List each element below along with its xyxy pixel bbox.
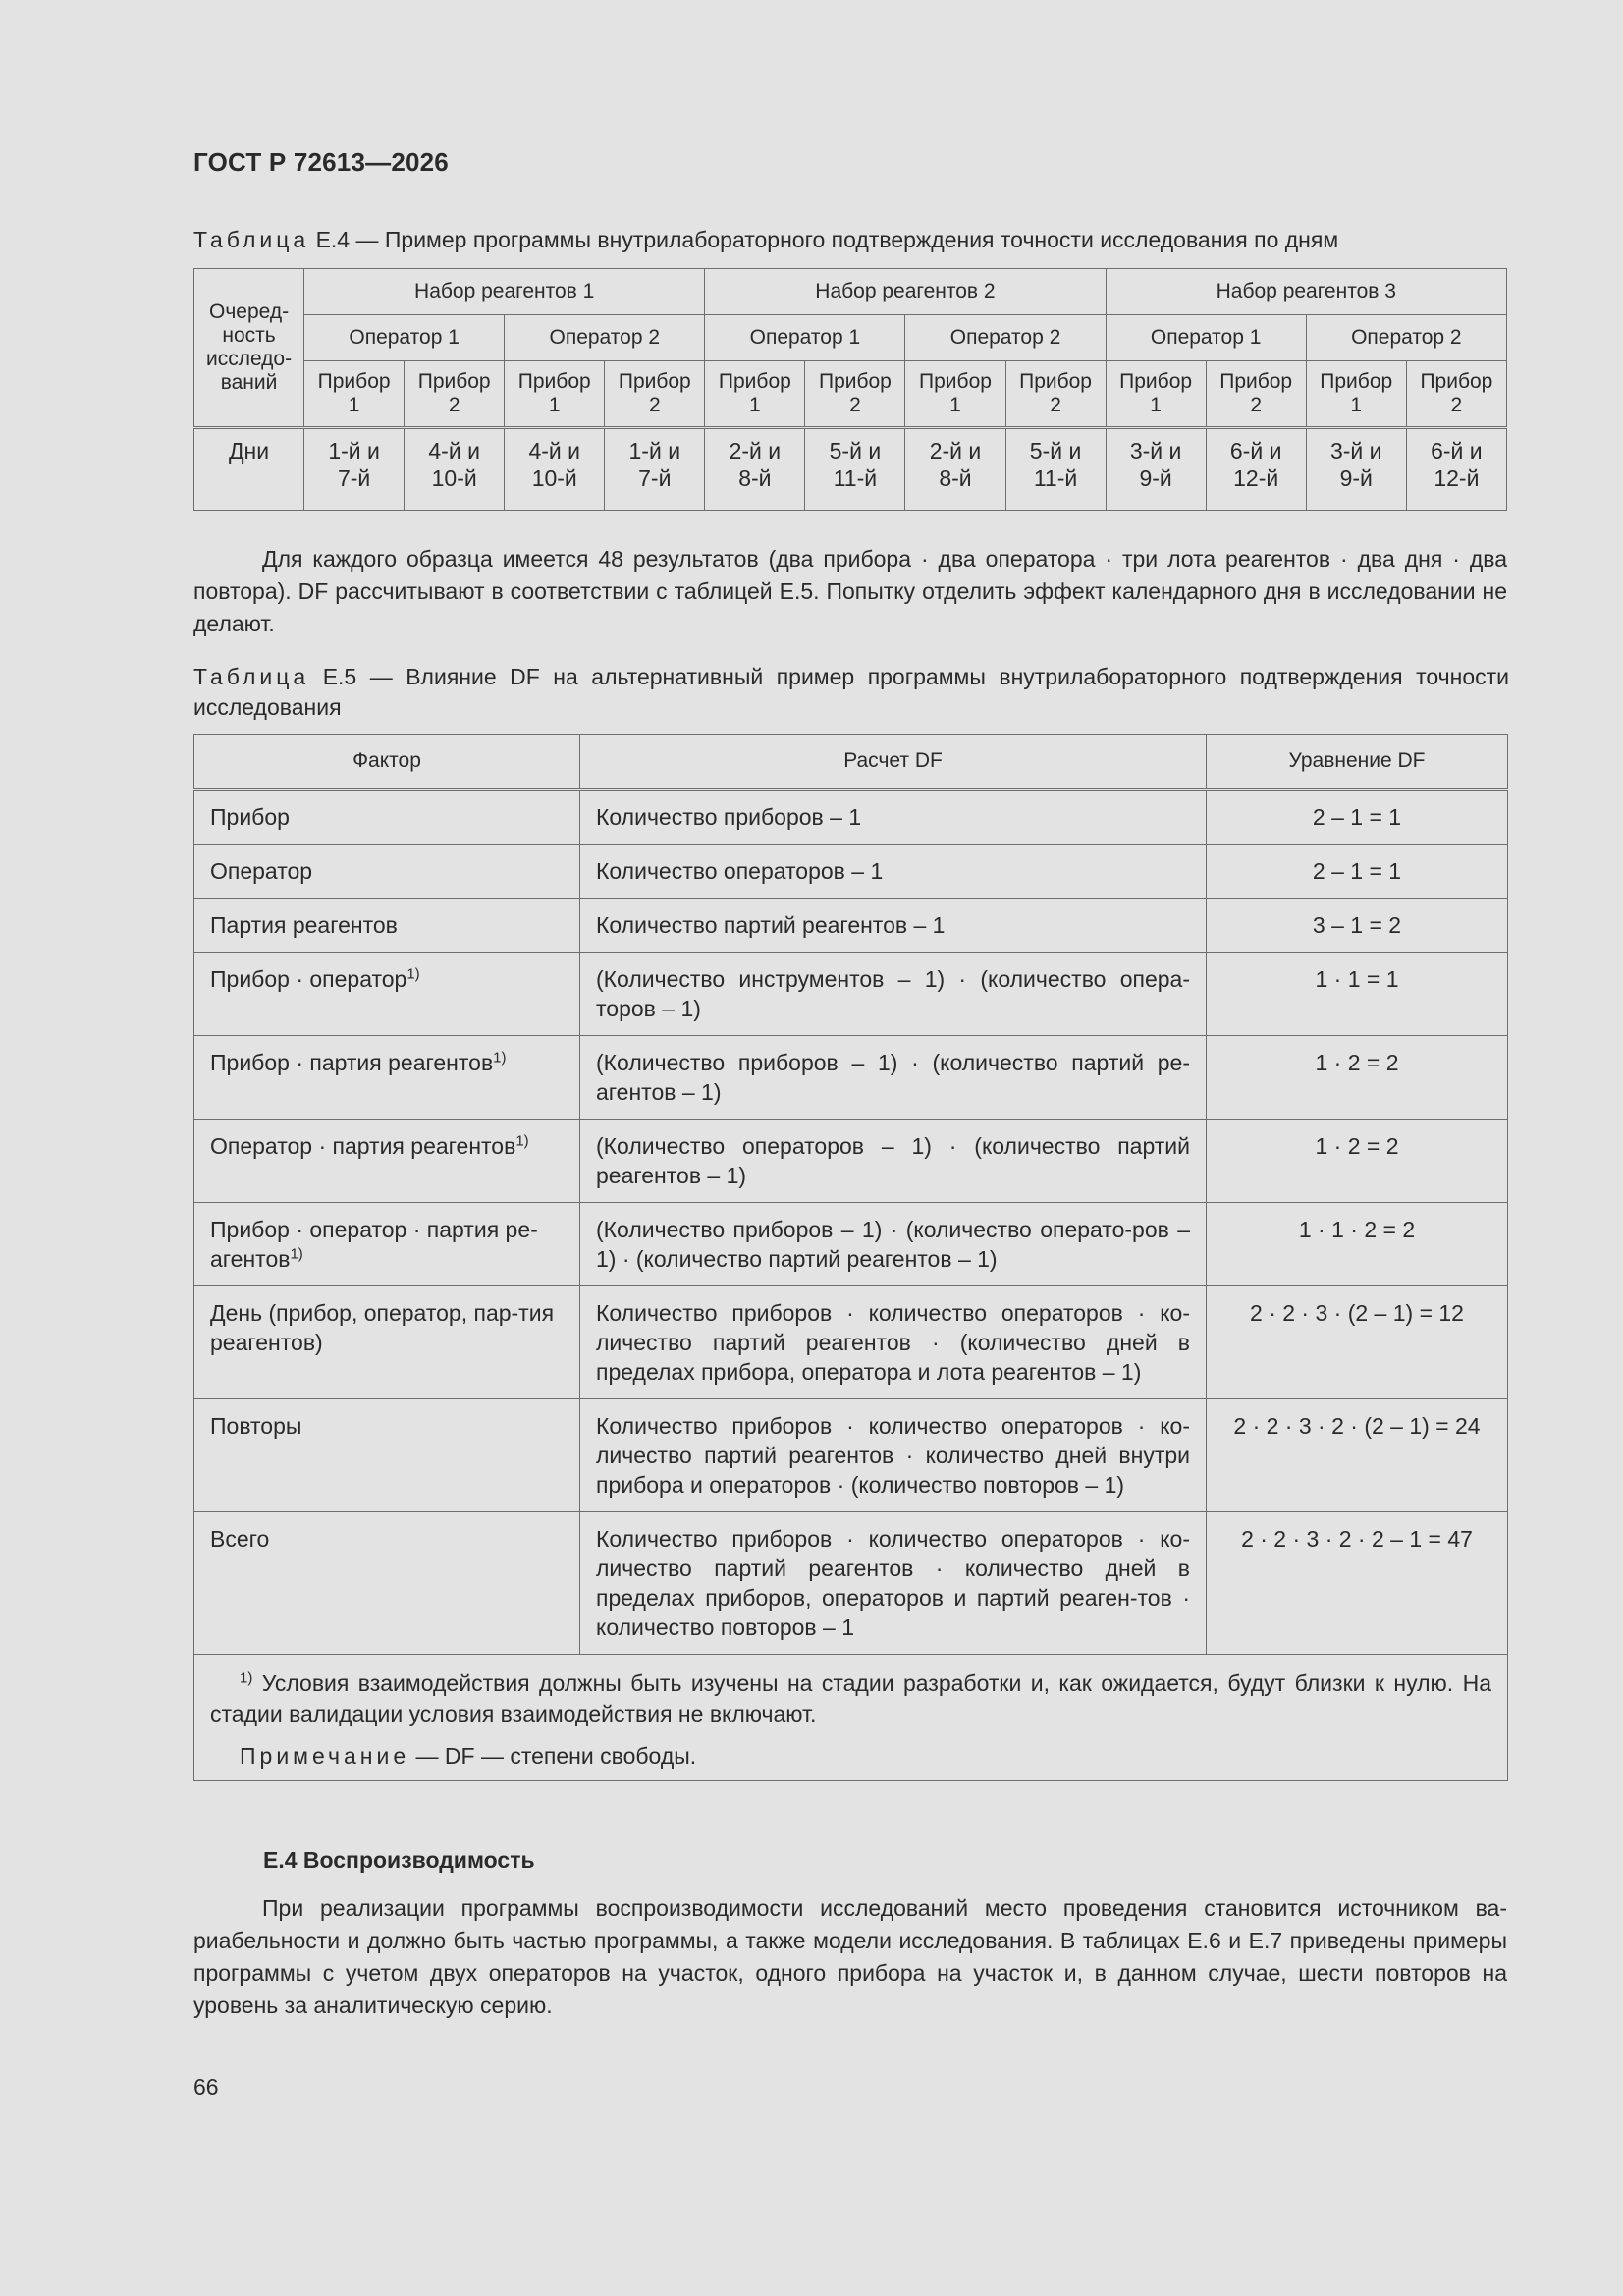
footnote-ref: 1) (406, 965, 420, 983)
factor-text: Прибор · оператор · партия ре-агентов (210, 1217, 538, 1272)
device-header (304, 361, 405, 428)
device-number: 1 (548, 394, 561, 416)
operator-header: Оператор 1 (1106, 315, 1306, 361)
operator-header: Оператор 2 (1306, 315, 1506, 361)
day-line: 2-й и (729, 438, 782, 464)
day-line: 2-й и (929, 438, 982, 464)
device-label: Прибор (317, 370, 391, 393)
page-number: 66 (193, 2074, 219, 2100)
factor-text: Повторы (210, 1413, 302, 1439)
day-line: 4-й и (528, 438, 580, 464)
table-row (194, 1036, 1508, 1120)
note-text: — DF — степени свободы. (409, 1743, 697, 1769)
day-line: 8-й (939, 465, 972, 491)
device-label: Прибор (618, 370, 691, 393)
footnote-ref: 1) (290, 1245, 303, 1263)
calc-cell: Количество партий реагентов – 1 (580, 899, 1207, 953)
device-header (1306, 361, 1406, 428)
equation-cell: 2 – 1 = 1 (1207, 790, 1508, 845)
calc-cell: (Количество операторов – 1) · (количество партий реагентов – 1) (580, 1120, 1207, 1203)
day-line: 10-й (431, 465, 477, 491)
device-label: Прибор (1320, 370, 1393, 393)
factor-text: Всего (210, 1526, 270, 1552)
equation-cell: 1 · 1 · 2 = 2 (1207, 1203, 1508, 1286)
day-line: 9-й (1339, 465, 1373, 491)
factor-cell (194, 1036, 580, 1120)
table-row (194, 790, 1508, 845)
day-line: 12-й (1233, 465, 1279, 491)
footnote-ref: 1) (515, 1132, 529, 1150)
equation-cell: 2 · 2 · 3 · 2 · (2 – 1) = 24 (1207, 1399, 1508, 1512)
document-header: ГОСТ Р 72613—2026 (193, 147, 449, 177)
table-e5-caption (193, 662, 1509, 723)
device-header (905, 361, 1005, 428)
table-row (194, 1399, 1508, 1512)
device-label: Прибор (517, 370, 591, 393)
table-row (194, 1120, 1508, 1203)
day-line: 8-й (738, 465, 772, 491)
factor-text: День (прибор, оператор, пар-тия реагентов) (210, 1300, 555, 1355)
day-cell (605, 428, 705, 511)
factor-text: Партия реагентов (210, 912, 398, 938)
footnote-mark: 1) (240, 1669, 253, 1687)
table-row (194, 1512, 1508, 1655)
column-header: Фактор (194, 735, 580, 790)
day-line: 7-й (638, 465, 672, 491)
table-row (194, 845, 1508, 899)
day-line: 5-й и (1029, 438, 1082, 464)
device-label: Прибор (919, 370, 992, 393)
day-line: 1-й и (328, 438, 380, 464)
factor-cell (194, 845, 580, 899)
device-number: 1 (348, 394, 360, 416)
calc-cell: Количество приборов · количество операторов · ко-личество партий реагентов · (количество дней в пределах прибора, оператора и лота реагентов – 1) (580, 1286, 1207, 1399)
factor-cell (194, 953, 580, 1036)
day-line: 7-й (337, 465, 371, 491)
day-cell (905, 428, 1005, 511)
day-line: 11-й (833, 465, 878, 491)
device-label: Прибор (417, 370, 491, 393)
column-header: Расчет DF (580, 735, 1207, 790)
table-note (210, 1741, 1491, 1771)
table-e5 (193, 734, 1508, 1781)
caption-text: Е.4 — Пример программы внутрилабораторного подтверждения точности исследования по дням (309, 227, 1339, 252)
calc-cell: (Количество приборов – 1) · (количество партий ре-агентов – 1) (580, 1036, 1207, 1120)
day-line: 12-й (1434, 465, 1480, 491)
calc-cell: (Количество приборов – 1) · (количество операто-ров – 1) · (количество партий реагентов – 1) (580, 1203, 1207, 1286)
equation-cell: 2 · 2 · 3 · 2 · 2 – 1 = 47 (1207, 1512, 1508, 1655)
reagent-set-header: Набор реагентов 2 (705, 269, 1106, 315)
calc-cell: Количество приборов · количество операторов · ко-личество партий реагентов · количество дней в пределах приборов, операторов и партий реаген-тов · количество повторов – 1 (580, 1512, 1207, 1655)
device-label: Прибор (718, 370, 791, 393)
paragraph-intro: Для каждого образца имеется 48 результатов (два прибора · два оператора · три лота реагентов · два дня · два повтора). DF рассчитывают в соответствии с таблицей Е.5. Попытку отделить эффект календарного дня в исследовании не делают. (193, 546, 1507, 636)
device-label: Прибор (1420, 370, 1493, 393)
calc-cell: Количество приборов · количество операторов · ко-личество партий реагентов · количество дней внутри прибора и операторов · (количество повторов – 1) (580, 1399, 1207, 1512)
device-number: 2 (1450, 394, 1463, 416)
device-header (1406, 361, 1506, 428)
device-header (1005, 361, 1106, 428)
factor-text: Оператор (210, 858, 313, 884)
caption-word: Таблица (193, 664, 310, 689)
device-label: Прибор (1119, 370, 1193, 393)
reagent-set-header: Набор реагентов 1 (304, 269, 705, 315)
operator-header: Оператор 2 (505, 315, 705, 361)
day-cell (1306, 428, 1406, 511)
section-heading: Е.4 Воспроизводимость (263, 1847, 535, 1873)
reagent-set-header: Набор реагентов 3 (1106, 269, 1506, 315)
device-header (1106, 361, 1206, 428)
day-cell (1005, 428, 1106, 511)
device-number: 2 (448, 394, 460, 416)
device-number: 1 (1150, 394, 1162, 416)
factor-cell (194, 1286, 580, 1399)
footnote-ref: 1) (493, 1049, 507, 1066)
device-label: Прибор (818, 370, 892, 393)
paragraph-reproducibility: При реализации программы воспроизводимости исследований место проведения становится источником ва-риабельности и должно быть частью программы, а также модели исследования. В таблицах Е.6 и Е.7 приведены примеры программы с учетом двух операторов на участок, одного прибора на участок и, в данном случае, шести повторов на уровень за аналитическую серию. (193, 1895, 1507, 2018)
day-line: 4-й и (428, 438, 480, 464)
equation-cell: 2 · 2 · 3 · (2 – 1) = 12 (1207, 1286, 1508, 1399)
table-footer (194, 1655, 1508, 1781)
day-cell (805, 428, 905, 511)
device-number: 1 (949, 394, 961, 416)
operator-header: Оператор 1 (304, 315, 505, 361)
day-line: 11-й (1033, 465, 1078, 491)
device-number: 1 (1350, 394, 1363, 416)
day-cell (505, 428, 605, 511)
factor-cell (194, 1120, 580, 1203)
day-line: 3-й и (1129, 438, 1182, 464)
table-row (194, 1203, 1508, 1286)
calc-cell: Количество приборов – 1 (580, 790, 1207, 845)
factor-text: Прибор (210, 804, 290, 830)
device-header (605, 361, 705, 428)
day-line: 9-й (1139, 465, 1172, 491)
calc-cell: Количество операторов – 1 (580, 845, 1207, 899)
operator-header: Оператор 2 (905, 315, 1106, 361)
device-header (405, 361, 505, 428)
day-line: 5-й и (829, 438, 882, 464)
equation-cell: 3 – 1 = 2 (1207, 899, 1508, 953)
table-e4 (193, 268, 1507, 511)
caption-text: Е.5 — Влияние DF на альтернативный пример программы внутрилабораторного подтверждения точности исследования (193, 664, 1509, 720)
column-header: Уравнение DF (1207, 735, 1508, 790)
equation-cell: 1 · 2 = 2 (1207, 1036, 1508, 1120)
device-number: 2 (849, 394, 861, 416)
caption-word: Таблица (193, 227, 310, 252)
day-line: 3-й и (1329, 438, 1382, 464)
day-cell (1206, 428, 1306, 511)
table-row (194, 899, 1508, 953)
device-header (805, 361, 905, 428)
equation-cell: 1 · 2 = 2 (1207, 1120, 1508, 1203)
device-header (1206, 361, 1306, 428)
device-header (705, 361, 805, 428)
day-cell (705, 428, 805, 511)
day-cell (1106, 428, 1206, 511)
factor-text: Прибор · партия реагентов (210, 1050, 494, 1075)
equation-cell: 2 – 1 = 1 (1207, 845, 1508, 899)
day-line: 10-й (531, 465, 577, 491)
factor-cell (194, 1512, 580, 1655)
footnote (210, 1668, 1491, 1729)
device-number: 2 (1250, 394, 1263, 416)
device-label: Прибор (1219, 370, 1293, 393)
day-cell (1406, 428, 1506, 511)
equation-cell: 1 · 1 = 1 (1207, 953, 1508, 1036)
device-number: 2 (648, 394, 661, 416)
day-line: 6-й и (1431, 438, 1483, 464)
device-number: 1 (749, 394, 761, 416)
table-row (194, 953, 1508, 1036)
device-label: Прибор (1019, 370, 1092, 393)
factor-cell (194, 790, 580, 845)
days-label: Дни (194, 428, 304, 511)
note-word: Примечание (240, 1743, 410, 1769)
factor-cell (194, 1399, 580, 1512)
footnote-text: Условия взаимодействия должны быть изучены на стадии разработки и, как ожидается, будут близки к нулю. На стадии валидации условия взаимодействия не включают. (210, 1670, 1491, 1726)
device-header (505, 361, 605, 428)
device-number: 2 (1050, 394, 1061, 416)
calc-cell: (Количество инструментов – 1) · (количество опера-торов – 1) (580, 953, 1207, 1036)
factor-cell (194, 1203, 580, 1286)
day-line: 6-й и (1229, 438, 1282, 464)
order-header: Очеред-ность исследо-ваний (194, 269, 304, 428)
day-line: 1-й и (628, 438, 681, 464)
day-cell (405, 428, 505, 511)
factor-text: Оператор · партия реагентов (210, 1133, 516, 1159)
operator-header: Оператор 1 (705, 315, 905, 361)
table-row (194, 1286, 1508, 1399)
factor-text: Прибор · оператор (210, 966, 407, 992)
table-e4-caption (193, 225, 1509, 255)
factor-cell (194, 899, 580, 953)
day-cell (304, 428, 405, 511)
